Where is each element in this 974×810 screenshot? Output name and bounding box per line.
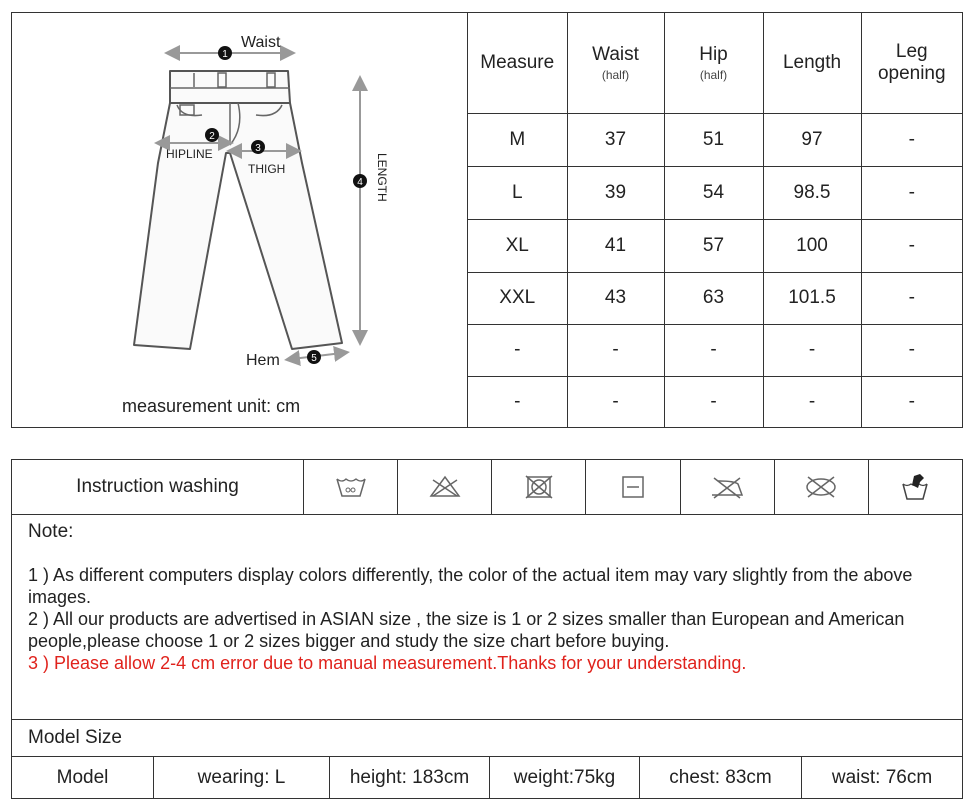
notes [12,515,962,720]
hipline-label: HIPLINE [166,147,213,161]
table-cell: XXL [468,272,567,324]
table-cell: - [664,324,763,376]
marker-4: 4 [357,177,363,188]
hand-wash-icon [304,460,398,514]
table-cell: - [861,166,962,219]
table-cell: - [861,113,962,166]
pants-diagram [12,13,468,427]
hem-label: Hem [246,352,280,369]
no-tumble-dry-icon [492,460,586,514]
model-size-row [12,757,962,798]
length-label: LENGTH [375,153,389,202]
model-cell-chest: chest: 83cm [640,757,802,798]
note-line-2: 2 ) All our products are advertised in ASIAN size , the size is 1 or 2 sizes smaller than European and American people,please choose 1 or 2 sizes bigger and study the size chart before buying. [28,609,905,651]
note-title: Note: [28,521,74,542]
washing-row [12,460,962,515]
washing-label: Instruction washing [12,460,304,514]
header-leg-opening: Leg opening [861,13,962,113]
model-size-title: Model Size [12,720,962,757]
table-row [468,166,962,219]
no-bleach-icon [398,460,492,514]
model-cell-waist: waist: 76cm [831,766,933,788]
table-cell: 101.5 [763,272,861,324]
table-row [468,113,962,166]
table-cell: - [861,376,962,427]
header-measure: Measure [468,13,567,113]
table-cell: 57 [664,219,763,272]
table-cell: - [468,376,567,427]
thigh-label: THIGH [248,162,286,176]
table-cell: 43 [567,272,664,324]
table-cell: 39 [567,166,664,219]
table-cell: 97 [763,113,861,166]
marker-1: 1 [222,49,228,60]
header-length: Length [763,13,861,113]
table-row [468,324,962,376]
table-cell: 37 [567,113,664,166]
model-cell-weight: weight:75kg [490,757,640,798]
pants-outline [134,71,342,349]
size-table [468,13,962,427]
hand-wash-glove-icon [869,460,962,514]
model-cell-wearing: wearing: L [154,757,330,798]
header-waist: Waist (half) [567,13,664,113]
table-cell: - [567,376,664,427]
no-dry-clean-icon [775,460,869,514]
table-cell: - [468,324,567,376]
table-cell: M [468,113,567,166]
measurement-unit: measurement unit: cm [122,396,301,416]
table-cell: - [763,324,861,376]
table-row [468,376,962,427]
marker-5: 5 [311,353,317,364]
table-row [468,272,962,324]
table-cell: - [861,272,962,324]
header-hip: Hip (half) [664,13,763,113]
marker-3: 3 [255,143,261,154]
table-cell: 41 [567,219,664,272]
table-cell: 100 [763,219,861,272]
table-cell: 54 [664,166,763,219]
table-cell: 98.5 [763,166,861,219]
table-cell: L [468,166,567,219]
table-cell: - [763,376,861,427]
table-cell: 51 [664,113,763,166]
table-cell: XL [468,219,567,272]
table-row [468,219,962,272]
table-cell: 63 [664,272,763,324]
waist-label: Waist [241,34,281,51]
info-section [11,459,963,799]
pants-diagram-svg [12,13,468,427]
no-iron-icon [681,460,775,514]
model-cell-height: height: 183cm [330,757,490,798]
table-cell: - [567,324,664,376]
marker-2: 2 [209,131,215,142]
size-chart [11,12,963,428]
table-cell: - [861,219,962,272]
table-cell: - [664,376,763,427]
note-line-1: 1 ) As different computers display colors differently, the color of the actual item may vary slightly from the above images. [28,565,913,607]
dry-flat-icon [586,460,680,514]
table-cell: - [861,324,962,376]
note-warning: 3 ) Please allow 2-4 cm error due to manual measurement.Thanks for your understanding. [28,653,747,673]
size-table-header [468,13,962,113]
model-cell-label: Model [12,757,154,798]
